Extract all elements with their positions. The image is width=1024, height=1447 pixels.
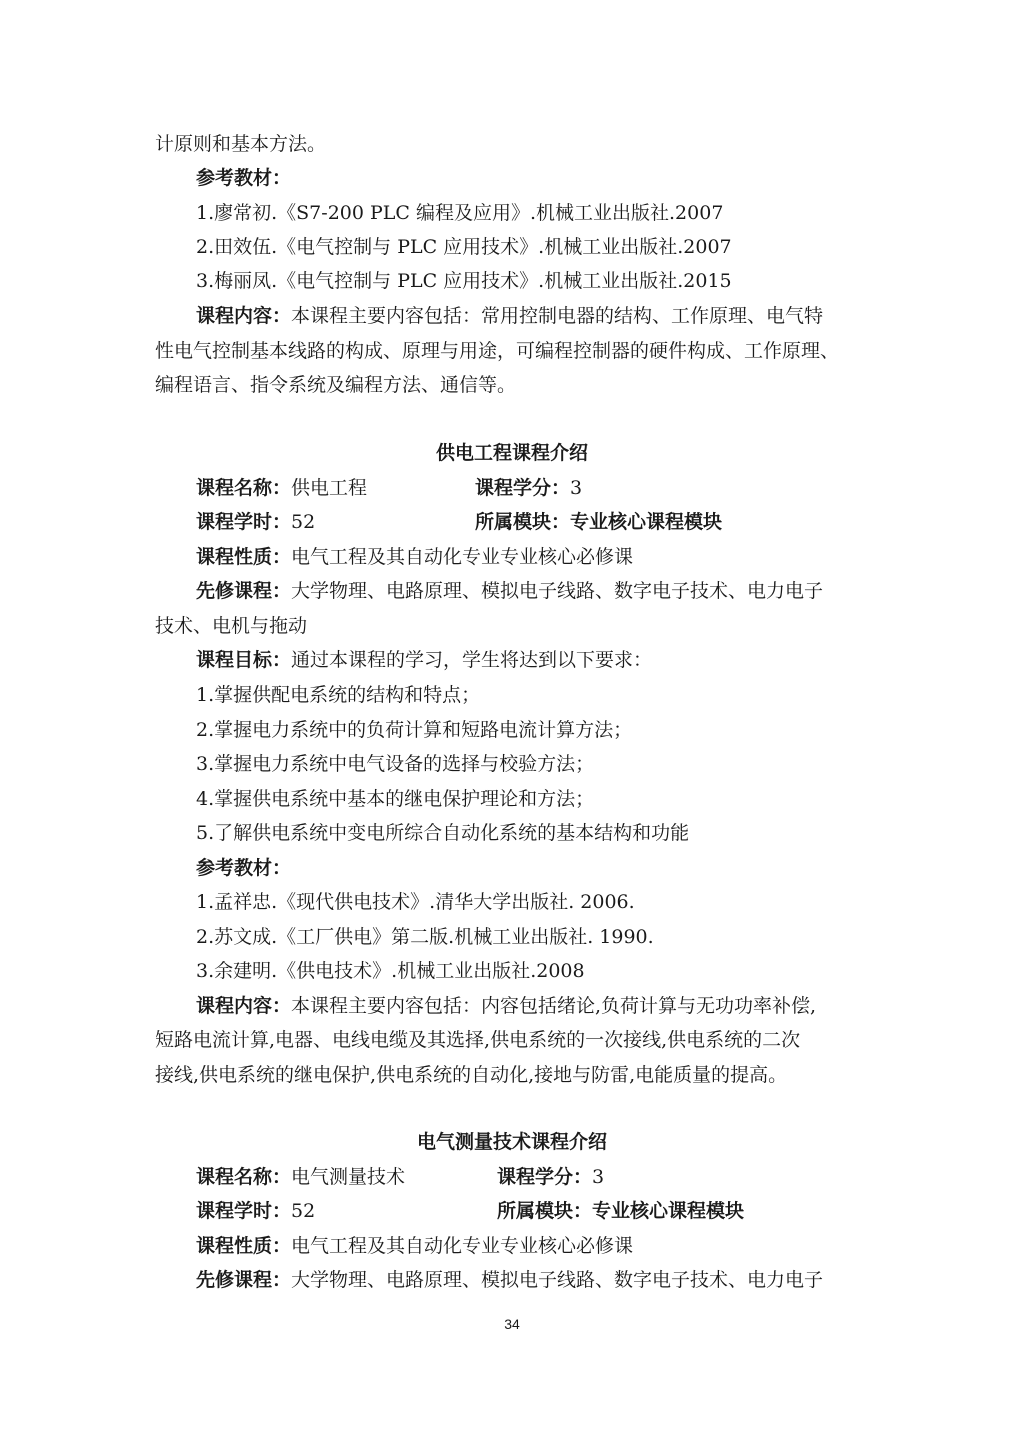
course-credit [497, 1165, 604, 1189]
course-hours [196, 510, 315, 534]
field-value: 专业核心课程模块 [592, 1200, 745, 1222]
field-value: 供电工程 [291, 477, 368, 499]
goal-item: 4.掌握供电系统中基本的继电保护理论和方法； [196, 788, 595, 810]
field-label: 所属模块： [475, 511, 571, 533]
field-label: 课程学分： [475, 477, 571, 499]
course-hours [196, 1199, 315, 1223]
field-value: 3 [570, 477, 583, 499]
course-name [196, 1165, 405, 1189]
field-value: 通过本课程的学习，学生将达到以下要求： [291, 649, 653, 671]
field-label: 课程名称： [196, 477, 292, 499]
content-text: 本课程主要内容包括：常用控制电器的结构、工作原理、电气特 [291, 305, 824, 327]
course-nature [196, 1234, 633, 1258]
course-nature [196, 545, 633, 569]
goal-item: 2.掌握电力系统中的负荷计算和短路电流计算方法； [196, 719, 633, 741]
field-label: 先修课程： [196, 580, 292, 602]
field-value: 52 [291, 511, 316, 533]
field-label: 课程名称： [196, 1166, 292, 1188]
field-value: 3 [592, 1166, 605, 1188]
goal-item: 5.了解供电系统中变电所综合自动化系统的基本结构和功能 [196, 822, 690, 844]
content-label: 课程内容： [196, 995, 292, 1017]
course-module [497, 1199, 744, 1223]
course-prereq [196, 1268, 823, 1292]
goal-item: 1.掌握供配电系统的结构和特点； [196, 684, 481, 706]
goal-item: 3.掌握电力系统中电气设备的选择与校验方法； [196, 753, 595, 775]
field-label: 先修课程： [196, 1269, 292, 1291]
section-title: 电气测量技术课程介绍 [416, 1131, 607, 1153]
ref-item: 2.田效伍.《电气控制与 PLC 应用技术》.机械工业出版社.2007 [196, 236, 732, 258]
ref-item: 1.孟祥忠.《现代供电技术》.清华大学出版社. 2006. [196, 891, 635, 913]
content-text: 接线,供电系统的继电保护,供电系统的自动化,接地与防雷,电能质量的提高。 [155, 1064, 788, 1086]
field-label: 课程学时： [196, 511, 292, 533]
course-module [475, 510, 722, 534]
prereq-continuation: 技术、电机与拖动 [155, 615, 308, 637]
page-number: 34 [504, 1316, 520, 1332]
content-paragraph-line [196, 304, 823, 328]
course-name [196, 476, 367, 500]
content-paragraph-line [196, 994, 816, 1018]
field-label: 课程性质： [196, 1235, 292, 1257]
field-value: 专业核心课程模块 [570, 511, 723, 533]
section-title: 供电工程课程介绍 [435, 442, 588, 464]
field-label: 课程学时： [196, 1200, 292, 1222]
course-prereq [196, 579, 823, 603]
field-label: 课程学分： [497, 1166, 593, 1188]
field-value: 大学物理、电路原理、模拟电子线路、数字电子技术、电力电子 [291, 580, 824, 602]
content-text: 性电气控制基本线路的构成、原理与用途，可编程控制器的硬件构成、工作原理、 [155, 340, 840, 362]
course-credit [475, 476, 582, 500]
field-value: 大学物理、电路原理、模拟电子线路、数字电子技术、电力电子 [291, 1269, 824, 1291]
content-label: 课程内容： [196, 305, 292, 327]
field-value: 电气工程及其自动化专业专业核心必修课 [291, 546, 634, 568]
ref-item: 3.梅丽凤.《电气控制与 PLC 应用技术》.机械工业出版社.2015 [196, 270, 732, 292]
course-goal [196, 648, 652, 672]
content-text: 短路电流计算,电器、电线电缆及其选择,供电系统的一次接线,供电系统的二次 [155, 1029, 801, 1051]
field-value: 电气测量技术 [291, 1166, 406, 1188]
ref-item: 2.苏文成.《工厂供电》第二版.机械工业出版社. 1990. [196, 926, 654, 948]
ref-item: 3.余建明.《供电技术》.机械工业出版社.2008 [196, 960, 585, 982]
field-value: 52 [291, 1200, 316, 1222]
content-text: 编程语言、指令系统及编程方法、通信等。 [155, 374, 517, 396]
field-label: 课程目标： [196, 649, 292, 671]
field-label: 课程性质： [196, 546, 292, 568]
ref-label: 参考教材： [196, 857, 292, 879]
ref-label: 参考教材： [196, 167, 292, 189]
field-label: 所属模块： [497, 1200, 593, 1222]
content-text: 本课程主要内容包括：内容包括绪论,负荷计算与无功功率补偿, [291, 995, 817, 1017]
field-value: 电气工程及其自动化专业专业核心必修课 [291, 1235, 634, 1257]
ref-item: 1.廖常初.《S7-200 PLC 编程及应用》.机械工业出版社.2007 [196, 202, 724, 224]
continuation-text: 计原则和基本方法。 [155, 133, 327, 155]
